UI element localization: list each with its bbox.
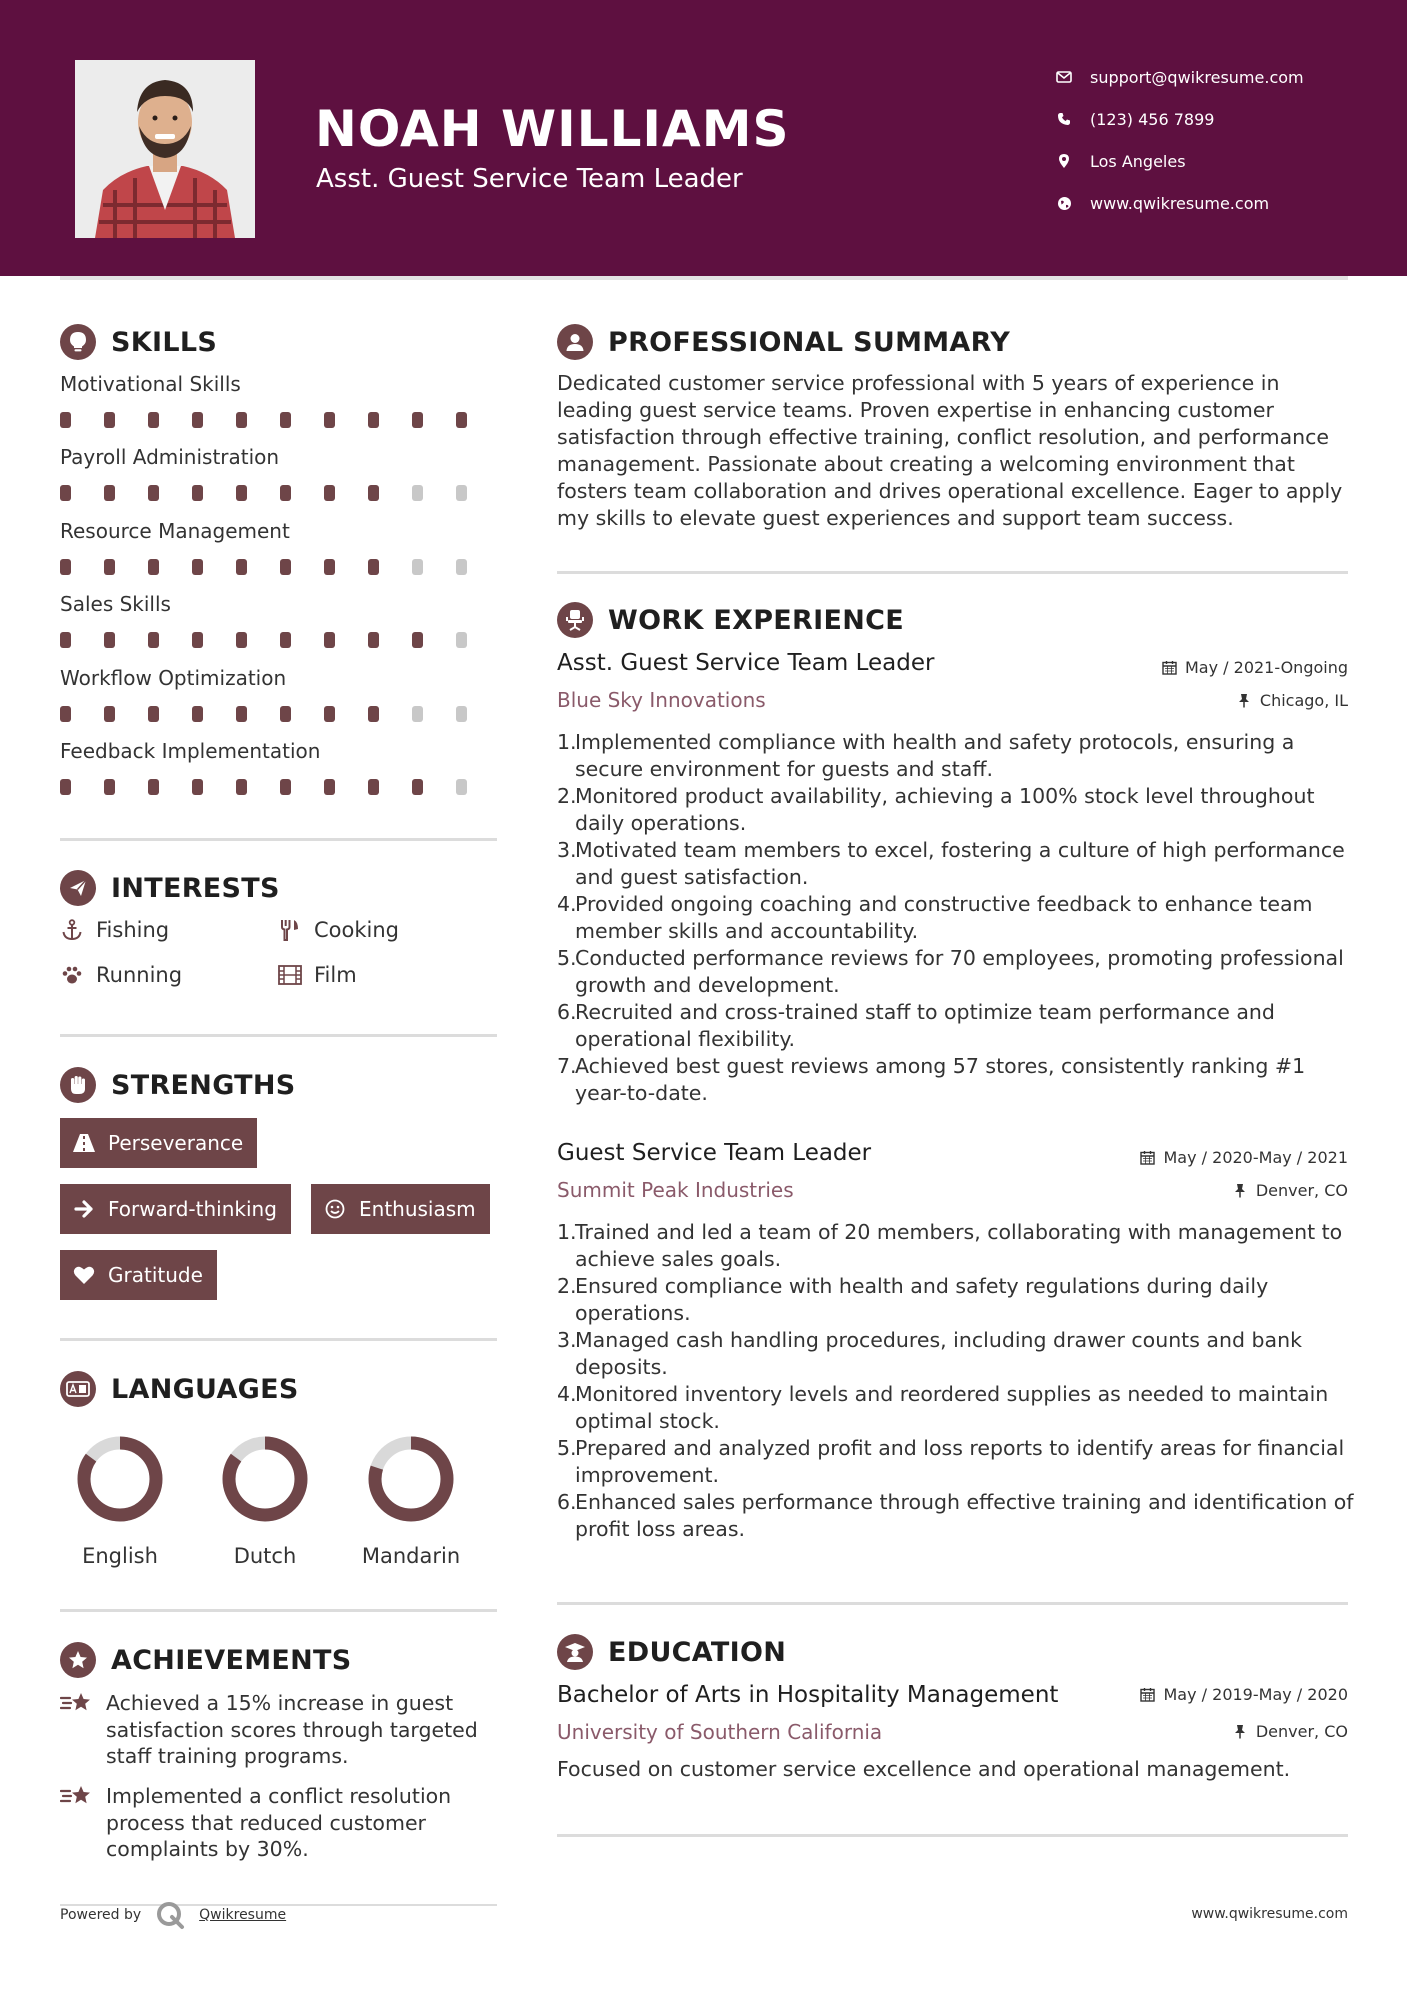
skill-item (60, 445, 500, 501)
skill-name: Feedback Implementation (60, 739, 321, 763)
rating-dot (368, 485, 379, 501)
interest-cooking: Cooking (278, 918, 399, 942)
pushpin-icon (1232, 1183, 1248, 1199)
rating-dot (148, 412, 159, 428)
job-bullet: 3. Managed cash handling procedures, including drawer counts and bank deposits. (557, 1328, 1302, 1379)
summary-text: Dedicated customer service professional with 5 years of experience in leading guest service teams. Proven expertise in enhancing customer satisfaction through effective training, conflict resolution, and performance management. Passionate about creating a welcoming environment that fosters team collaboration and drives operational excellence. Eager to apply my skills to elevate guest experiences and support team success. (557, 371, 1343, 530)
rating-dot (412, 412, 423, 428)
education-school: University of Southern California (557, 1720, 883, 1744)
experience-divider (557, 1602, 1348, 1605)
strength-enthusiasm: Enthusiasm (311, 1184, 490, 1234)
rating-dot (60, 412, 71, 428)
job-bullet: 6. Recruited and cross-trained staff to optimize team performance and operational flexibility. (557, 1000, 1275, 1051)
globe-icon (1055, 194, 1073, 212)
interest-fishing: Fishing (60, 918, 169, 942)
rating-dot (368, 632, 379, 648)
rating-dot (324, 706, 335, 722)
arrow-right-icon (72, 1197, 96, 1221)
rating-dot (324, 485, 335, 501)
skill-name: Motivational Skills (60, 372, 241, 396)
language-name: Dutch (233, 1544, 297, 1568)
rating-dot (280, 706, 291, 722)
utensils-icon (278, 918, 302, 942)
rating-dot (280, 632, 291, 648)
rating-dot (148, 485, 159, 501)
language-item (205, 1432, 325, 1568)
skill-item (60, 372, 500, 428)
skill-item (60, 592, 500, 648)
pushpin-icon (1232, 1724, 1248, 1740)
office-chair-icon (557, 602, 593, 638)
star-list-icon (60, 1690, 94, 1720)
rating-dot (280, 559, 291, 575)
rating-dot (60, 559, 71, 575)
language-level-ring (218, 1432, 312, 1526)
rating-dot (60, 485, 71, 501)
job-location: Denver, CO (1232, 1181, 1348, 1200)
rating-dot (368, 779, 379, 795)
strengths-divider (60, 1338, 497, 1341)
job-bullet: 5. Conducted performance reviews for 70 employees, promoting professional growth and development. (557, 946, 1344, 997)
rating-dot (456, 485, 467, 501)
contact-phone-text: (123) 456 7899 (1090, 109, 1215, 129)
rating-dot (104, 632, 115, 648)
film-icon (278, 963, 302, 987)
rating-dot (324, 632, 335, 648)
language-level-ring (73, 1432, 167, 1526)
contact-website-text: www.qwikresume.com (1090, 193, 1270, 213)
summary-heading: PROFESSIONAL SUMMARY (557, 324, 1010, 360)
rating-dot (236, 632, 247, 648)
language-level-ring (364, 1432, 458, 1526)
skill-item (60, 739, 500, 795)
medal-star-icon (60, 1642, 96, 1678)
contact-phone[interactable] (1055, 98, 1304, 140)
rating-dot (280, 485, 291, 501)
rating-dot (368, 706, 379, 722)
rating-dot (148, 559, 159, 575)
smile-icon (323, 1197, 347, 1221)
job-bullet: 4. Monitored inventory levels and reordered supplies as needed to maintain optimal stock. (557, 1382, 1329, 1433)
header-divider (60, 276, 1348, 280)
skill-rating (60, 779, 500, 795)
job-bullet: 4. Provided ongoing coaching and constructive feedback to enhance team member skills and accountability. (557, 892, 1313, 943)
rating-dot (104, 485, 115, 501)
skill-item (60, 666, 500, 722)
rating-dot (412, 706, 423, 722)
rating-dot (324, 779, 335, 795)
language-icon (60, 1371, 96, 1407)
star-list-icon (60, 1783, 94, 1813)
rating-dot (236, 485, 247, 501)
job-bullet: 6. Enhanced sales performance through effective training and identification of profit loss areas. (557, 1490, 1354, 1541)
contact-location-text: Los Angeles (1090, 151, 1186, 171)
rating-dot (368, 559, 379, 575)
contact-list (1055, 56, 1304, 224)
strength-gratitude: Gratitude (60, 1250, 217, 1300)
paw-icon (60, 963, 84, 987)
contact-website[interactable] (1055, 182, 1304, 224)
rating-dot (456, 632, 467, 648)
job-bullet: 5. Prepared and analyzed profit and loss reports to identify areas for financial improvement. (557, 1436, 1345, 1487)
calendar-icon (1161, 660, 1177, 676)
achievement-item: Achieved a 15% increase in guest satisfaction scores through targeted staff training programs. (60, 1690, 500, 1770)
rating-dot (104, 559, 115, 575)
interests-divider (60, 1034, 497, 1037)
candidate-title: Asst. Guest Service Team Leader (316, 164, 743, 194)
rating-dot (324, 412, 335, 428)
rating-dot (104, 412, 115, 428)
qwikresume-link[interactable]: Qwikresume (199, 1907, 287, 1923)
rating-dot (412, 559, 423, 575)
rating-dot (192, 779, 203, 795)
strength-forward-thinking: Forward-thinking (60, 1184, 291, 1234)
achievement-item: Implemented a conflict resolution process that reduced customer complaints by 30%. (60, 1783, 500, 1863)
skills-divider (60, 838, 497, 841)
job-bullet: 1. Trained and led a team of 20 members, collaborating with management to achieve sales goals. (557, 1220, 1343, 1271)
rating-dot (280, 412, 291, 428)
road-icon (72, 1131, 96, 1155)
resume-header (0, 0, 1407, 276)
calendar-icon (1140, 1150, 1156, 1166)
rating-dot (236, 559, 247, 575)
rating-dot (104, 706, 115, 722)
rating-dot (456, 706, 467, 722)
rating-dot (280, 779, 291, 795)
interest-running: Running (60, 963, 182, 987)
rating-dot (148, 779, 159, 795)
education-description: Focused on customer service excellence and operational management. (557, 1757, 1291, 1781)
skill-name: Payroll Administration (60, 445, 280, 470)
job-date: May / 2021-Ongoing (1161, 658, 1348, 677)
job-title: Guest Service Team Leader (557, 1140, 872, 1166)
summary-divider (557, 571, 1348, 574)
interest-film: Film (278, 963, 357, 987)
calendar-icon (1140, 1687, 1156, 1703)
rating-dot (192, 559, 203, 575)
envelope-icon (1055, 68, 1073, 86)
job-bullet: 7. Achieved best guest reviews among 57 stores, consistently ranking #1 year-to-date. (557, 1054, 1306, 1105)
language-item (60, 1432, 180, 1568)
rating-dot (412, 779, 423, 795)
paper-plane-icon (60, 870, 96, 906)
language-name: Mandarin (361, 1544, 461, 1568)
strengths-heading: STRENGTHS (60, 1067, 296, 1103)
languages-heading: LANGUAGES (60, 1371, 299, 1407)
rating-dot (104, 779, 115, 795)
skill-rating (60, 706, 500, 722)
language-name: English (82, 1544, 158, 1568)
job-bullets (557, 729, 1357, 1107)
achievements-heading: ACHIEVEMENTS (60, 1642, 352, 1678)
education-degree: Bachelor of Arts in Hospitality Management (557, 1682, 1059, 1708)
experience-heading: WORK EXPERIENCE (557, 602, 904, 638)
job-bullet: 3. Motivated team members to excel, fostering a culture of high performance and guest satisfaction. (557, 838, 1345, 889)
languages-divider (60, 1609, 497, 1612)
contact-email-text: support@qwikresume.com (1090, 67, 1304, 87)
rating-dot (148, 632, 159, 648)
job-title: Asst. Guest Service Team Leader (557, 650, 935, 676)
footer-website[interactable]: www.qwikresume.com (1191, 1906, 1348, 1922)
qwikresume-logo-icon (155, 1900, 185, 1930)
strength-perseverance: Perseverance (60, 1118, 257, 1168)
skill-rating (60, 412, 500, 428)
rating-dot (60, 706, 71, 722)
language-item (351, 1432, 471, 1568)
rating-dot (236, 779, 247, 795)
job-bullets (557, 1219, 1357, 1543)
job-bullet: 2. Ensured compliance with health and safety regulations during daily operations. (557, 1274, 1269, 1325)
education-location: Denver, CO (1232, 1722, 1348, 1741)
anchor-icon (60, 918, 84, 942)
rating-dot (324, 559, 335, 575)
education-date: May / 2019-May / 2020 (1140, 1685, 1349, 1704)
skill-name: Resource Management (60, 518, 290, 543)
contact-email[interactable] (1055, 56, 1304, 98)
rating-dot (236, 412, 247, 428)
skill-name: Workflow Optimization (60, 665, 287, 690)
skills-heading: SKILLS (60, 324, 217, 360)
rating-dot (412, 485, 423, 501)
rating-dot (456, 559, 467, 575)
fist-icon (60, 1067, 96, 1103)
lightbulb-icon (60, 324, 96, 360)
skill-rating (60, 485, 500, 501)
job-location: Chicago, IL (1236, 691, 1348, 710)
rating-dot (192, 706, 203, 722)
job-company: Blue Sky Innovations (557, 688, 766, 712)
skill-item (60, 519, 500, 575)
rating-dot (412, 632, 423, 648)
map-pin-icon (1055, 152, 1073, 170)
footer-powered-by: Powered by Qwikresume (60, 1900, 286, 1930)
education-divider (557, 1834, 1348, 1837)
rating-dot (192, 485, 203, 501)
profile-photo (75, 60, 255, 238)
heart-icon (72, 1263, 96, 1287)
user-icon (557, 324, 593, 360)
graduate-icon (557, 1634, 593, 1670)
skill-rating (60, 632, 500, 648)
pushpin-icon (1236, 693, 1252, 709)
rating-dot (192, 632, 203, 648)
rating-dot (192, 412, 203, 428)
rating-dot (60, 779, 71, 795)
rating-dot (368, 412, 379, 428)
job-bullet: 1. Implemented compliance with health and safety protocols, ensuring a secure environment for guests and staff. (557, 730, 1295, 781)
candidate-name: NOAH WILLIAMS (315, 100, 790, 158)
interests-heading: INTERESTS (60, 870, 280, 906)
contact-location (1055, 140, 1304, 182)
rating-dot (148, 706, 159, 722)
rating-dot (456, 412, 467, 428)
job-bullet: 2. Monitored product availability, achieving a 100% stock level throughout daily operations. (557, 784, 1315, 835)
rating-dot (60, 632, 71, 648)
phone-icon (1055, 110, 1073, 128)
rating-dot (456, 779, 467, 795)
skill-rating (60, 559, 500, 575)
rating-dot (236, 706, 247, 722)
job-date: May / 2020-May / 2021 (1140, 1148, 1349, 1167)
skill-name: Sales Skills (60, 592, 171, 617)
education-heading: EDUCATION (557, 1634, 786, 1670)
job-company: Summit Peak Industries (557, 1178, 794, 1202)
